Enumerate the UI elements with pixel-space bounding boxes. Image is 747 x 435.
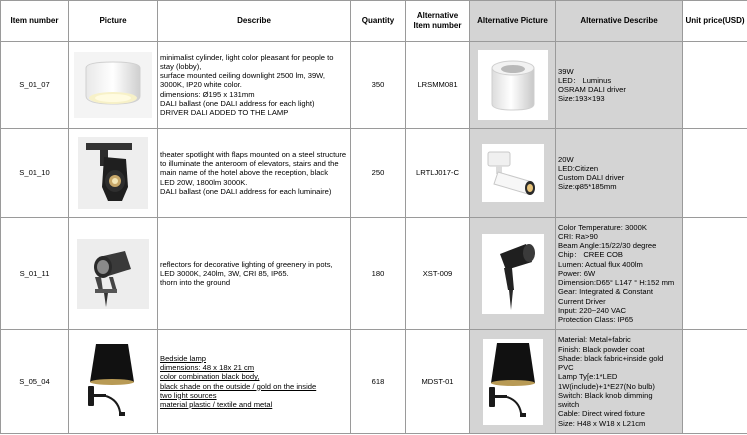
header-alternative-item-number[interactable]	[406, 1, 470, 42]
alt-describe-cell[interactable]: Material: Metal+fabric Finish: Black powder coat Shade: black fabric+inside gold PVC Lamp Ty[e:1*LED 1W(include)+1*E27(No bulb) Switch: Black knob dimming switch Cable: Direct wired fixture Size: H48 x W18 x L21cm	[556, 330, 683, 434]
picture-cell[interactable]	[69, 218, 158, 330]
header-alternative-picture[interactable]: Alternative Picture	[470, 1, 556, 42]
header-quantity[interactable]: Quantity	[351, 1, 406, 42]
header-alternative-describe[interactable]: Alternative Describe	[556, 1, 683, 42]
alt-item-number-cell[interactable]: LRTLJ017-C	[406, 129, 470, 218]
ceiling-downlight-image	[74, 52, 152, 118]
header-unit-price[interactable]: Unit price(USD)	[683, 1, 747, 42]
item-number-cell[interactable]: S_05_04	[1, 330, 69, 434]
picture-cell[interactable]	[69, 330, 158, 434]
header-item-number[interactable]: Item number	[1, 1, 69, 42]
describe-cell[interactable]: Bedside lamp dimensions: 48 x 18x 21 cm color combination black body, black shade on the outside / gold on the inside two light sources material plastic / textile and metal	[158, 330, 351, 434]
header-alt-item-line1: Alternative	[416, 11, 459, 21]
alt-item-number-cell[interactable]: MDST-01	[406, 330, 470, 434]
alt-describe-cell[interactable]: Color Temperature: 3000K CRI: Ra>90 Beam Angle:15/22/30 degree Chip： CREE COB Lumen: Actual flux 400lm Power: 6W Dimension:D65° L147 ° H:152 mm Gear: Integrated & Constant Current Driver Input: 220~240 VAC Protection Class: IP65	[556, 218, 683, 330]
table-row	[1, 218, 747, 330]
quantity-cell[interactable]: 350	[351, 42, 406, 129]
item-number-cell[interactable]: S_01_07	[1, 42, 69, 129]
quantity-cell[interactable]: 618	[351, 330, 406, 434]
unit-price-cell[interactable]	[683, 129, 747, 218]
describe-cell[interactable]: theater spotlight with flaps mounted on a steel structure to illuminate the anteroom of elevators, stairs and the main name of the hotel above the reception, black LED 20W, 1800lm 3000K. DALI ballast (one DALI address for each luminaire)	[158, 129, 351, 218]
header-alt-item-line2: Item number	[413, 21, 462, 30]
spike-spotlight-image	[77, 239, 149, 309]
alt-wall-lamp-image	[483, 339, 543, 425]
describe-cell[interactable]: minimalist cylinder, light color pleasant for people to stay (lobby), surface mounted ceiling downlight 2500 lm, 39W, 3000K, IP20 white color. dimensions: Ø195 x 131mm DALI ballast (one DALI address for each light) DRIVER DALI ADDED TO THE LAMP	[158, 42, 351, 129]
alt-item-number-cell[interactable]: XST-009	[406, 218, 470, 330]
unit-price-cell[interactable]	[683, 330, 747, 434]
unit-price-cell[interactable]	[683, 42, 747, 129]
alt-item-number-cell[interactable]: LRSMM081	[406, 42, 470, 129]
alt-picture-cell[interactable]	[470, 42, 556, 129]
header-row	[1, 1, 747, 42]
alt-spike-spotlight-image	[482, 234, 544, 314]
alt-describe-cell[interactable]: 20W LED:Citizen Custom DALI driver Size:φ85*185mm	[556, 129, 683, 218]
quantity-cell[interactable]: 180	[351, 218, 406, 330]
alt-picture-cell[interactable]	[470, 218, 556, 330]
header-picture[interactable]: Picture	[69, 1, 158, 42]
alt-picture-cell[interactable]	[470, 129, 556, 218]
alt-describe-cell[interactable]: 39W LED： Luminus OSRAM DALI driver Size:193×193	[556, 42, 683, 129]
describe-cell[interactable]: reflectors for decorative lighting of greenery in pots, LED 3000K, 240lm, 3W, CRI 85, IP65. thorn into the ground	[158, 218, 351, 330]
unit-price-cell[interactable]	[683, 218, 747, 330]
picture-cell[interactable]	[69, 129, 158, 218]
quantity-cell[interactable]: 250	[351, 129, 406, 218]
alt-downlight-image	[478, 50, 548, 120]
alt-picture-cell[interactable]	[470, 330, 556, 434]
table-row	[1, 129, 747, 218]
item-number-cell[interactable]: S_01_11	[1, 218, 69, 330]
table-row	[1, 330, 747, 434]
table-row	[1, 42, 747, 129]
item-number-cell[interactable]: S_01_10	[1, 129, 69, 218]
header-describe[interactable]: Describe	[158, 1, 351, 42]
track-spotlight-image	[78, 137, 148, 209]
bedside-wall-lamp-image	[82, 340, 144, 424]
picture-cell[interactable]	[69, 42, 158, 129]
alt-spotlight-image	[482, 144, 544, 202]
